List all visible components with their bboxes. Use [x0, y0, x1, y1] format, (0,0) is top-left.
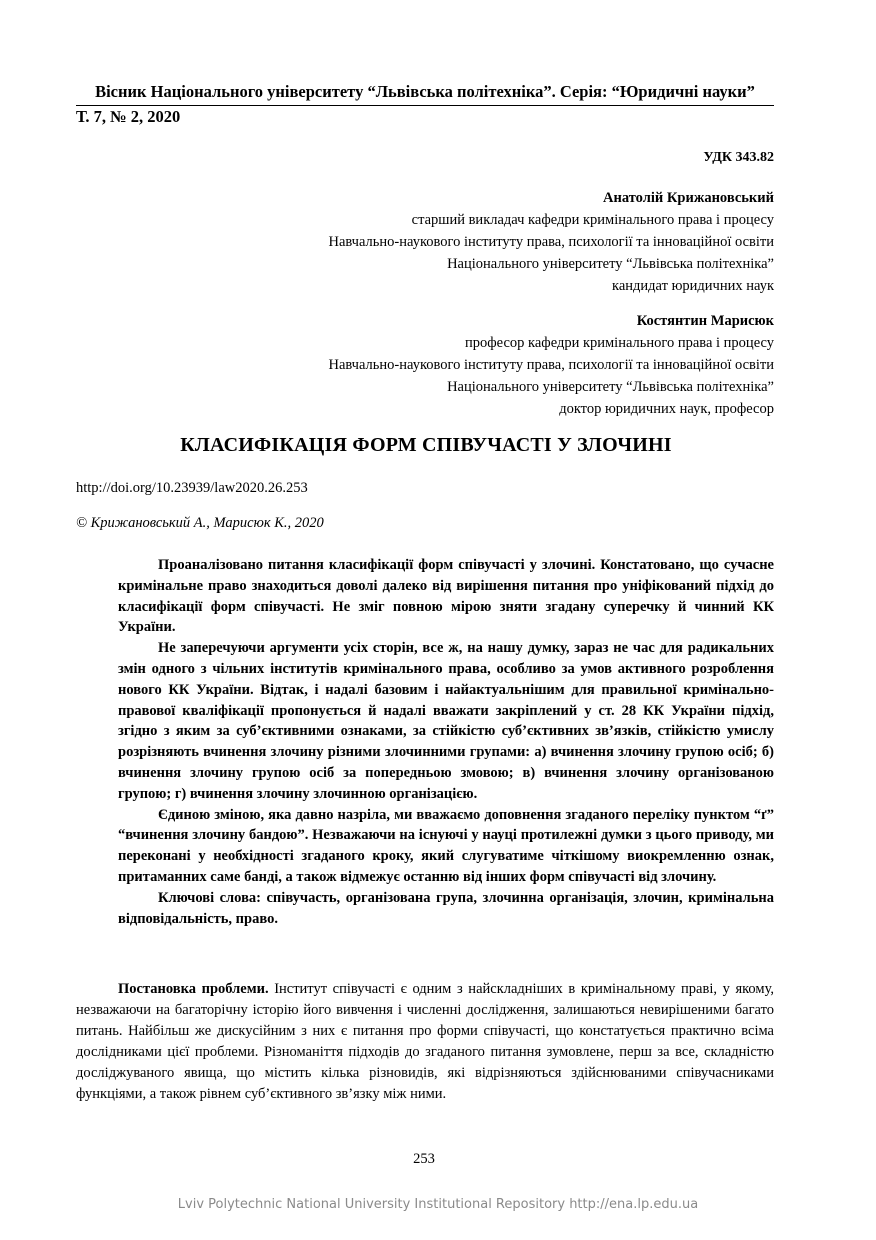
- doi-link[interactable]: http://doi.org/10.23939/law2020.26.253: [76, 480, 308, 496]
- repository-footer[interactable]: Lviv Polytechnic National University Institutional Repository http://ena.lp.edu.ua: [177, 1197, 699, 1212]
- author-affiliation-line: Національного університету “Львівська політехніка”: [447, 256, 774, 272]
- author-degree: доктор юридичних наук, професор: [559, 401, 774, 417]
- abstract: [118, 555, 774, 929]
- author-degree: кандидат юридичних наук: [612, 278, 774, 294]
- udk-code: УДК 343.82: [703, 150, 774, 165]
- author-block-2: [328, 310, 774, 420]
- abstract-paragraph: Проаналізовано питання класифікації форм співучасті у злочині. Констатовано, що сучасне кримінальне право знаходиться доволі далеко від вирішення питання про уніфікований підхід до класифікації форм співучасті. Не зміг повною мірою зняти згадану суперечку й чинний КК України.: [118, 557, 774, 636]
- intro-paragraph: [76, 979, 774, 1105]
- author-affiliation-line: старший викладач кафедри кримінального права і процесу: [411, 212, 774, 228]
- author-affiliation-line: Національного університету “Львівська політехніка”: [447, 379, 774, 395]
- copyright-line: © Крижановський А., Марисюк К., 2020: [76, 515, 324, 531]
- abstract-paragraph: Не заперечуючи аргументи усіх сторін, все ж, на нашу думку, зараз не час для радикальних змін одного з чільних інститутів кримінального права, особливо за умов активного розроблення нового КК України. Відтак, і надалі базовим і найактуальнішим для правильної кримінально-правової кваліфікації пропонується й надалі вважати закріплений у ст. 28 КК України підхід, згідно з яким за суб’єктивними ознаками, за стійкістю суб’єктивних зв’язків, стійкістю умислу розрізняють вчинення злочину різними злочинними групами: а) вчинення злочину групою осіб; б) вчинення злочину групою осіб за попередньою змовою; в) вчинення злочину організованою групою; г) вчинення злочину злочинною організацією.: [118, 640, 774, 802]
- issue-info: Т. 7, № 2, 2020: [76, 107, 181, 126]
- author-affiliation-line: Навчально-наукового інституту права, психології та інноваційної освіти: [328, 234, 774, 250]
- author-name: Анатолій Крижановський: [603, 190, 774, 206]
- author-block-1: [328, 187, 774, 297]
- intro-section: [76, 979, 774, 1105]
- author-affiliation-line: Навчально-наукового інституту права, психології та інноваційної освіти: [328, 357, 774, 373]
- abstract-paragraph: Єдиною зміною, яка давно назріла, ми вважаємо доповнення згаданого переліку пунктом “ґ” “вчинення злочину бандою”. Незважаючи на існуючі у науці протилежні думки з цього приводу, ми переконані у необхідності згаданого кроку, який слугуватиме чіткішому виокремленню ознак, притаманних саме банді, а також відмежує останню від інших форм співучасті від злочину.: [118, 806, 774, 885]
- article-title: КЛАСИФІКАЦІЯ ФОРМ СПІВУЧАСТІ У ЗЛОЧИНІ: [180, 434, 672, 456]
- author-name: Костянтин Марисюк: [636, 313, 774, 329]
- author-affiliation-line: професор кафедри кримінального права і процесу: [465, 335, 774, 351]
- page-number: 253: [413, 1151, 435, 1167]
- intro-text: Інститут співучасті є одним з найскладніших в кримінальному праві, у якому, незважаючи на багаторічну історію його вивчення і численні дослідження, залишаються невирішеними багато питань. Найбільш же дискусійним з них є питання про форми співучасті, що констатується практично всіма дослідниками цієї проблеми. Різноманіття підходів до згаданого питання зумовлене, перш за все, складністю досліджуваного явища, що містить кілька різновидів, які відрізняються здійснюваними співучасниками функціями, а також рівнем суб’єктивного зв’язку між ними.: [76, 981, 774, 1102]
- keywords: Ключові слова: співучасть, організована група, злочинна організація, злочин, кримінальна відповідальність, право.: [118, 889, 774, 927]
- section-heading: Постановка проблеми.: [118, 981, 269, 997]
- journal-header: Вісник Національного університету “Львівська політехніка”. Серія: “Юридичні науки”: [76, 82, 774, 106]
